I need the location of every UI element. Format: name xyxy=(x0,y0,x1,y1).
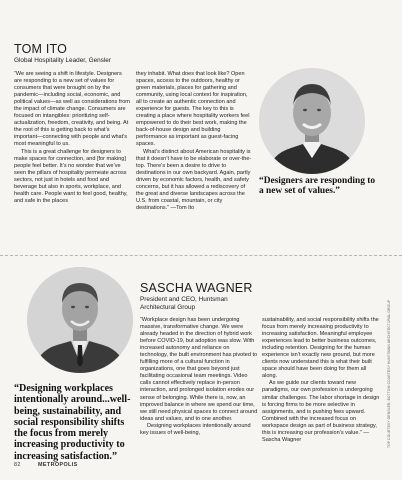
magazine-name: METROPOLIS xyxy=(38,462,78,468)
photo-credit: TOP COURTESY GENSLER; BOTTOM COURTESY HUNTSMAN ARCHITECTURAL GROUP xyxy=(387,299,391,448)
portrait-tom-ito-image xyxy=(259,68,365,174)
paragraph: “We are seeing a shift in lifestyle. Designers are responding to a new set of values for consumers that were brought on by the pandemic—including social, economic, and political values—as well as considerations from the impact of climate change. Consumers are focused on intangibles: prioritizing self-actualization, freedom, creativity, and being. At the root of this is getting back to what’s important—connecting with people and what’s most meaningful to us. xyxy=(14,71,130,148)
pull-quote-bottom: “Designing workplaces intentionally around...well-being, sustainability, and social responsibility shifts the focus from merely increasing productivity to increasing satisfaction.” xyxy=(14,383,131,462)
section-divider xyxy=(0,255,402,256)
profile-role-top: Global Hospitality Leader, Gensler xyxy=(14,57,111,64)
paragraph: Designing workplaces intentionally around key issues of well-being, xyxy=(140,422,251,436)
portrait-sascha-wagner-image xyxy=(27,267,133,373)
article-column-top-2 xyxy=(136,71,253,212)
pull-quote-top: “Designers are responding to a new set of values.” xyxy=(259,176,376,197)
article-column-top-1 xyxy=(14,71,131,205)
paragraph: As we guide our clients toward new paradigms, our own profession is undergoing similar challenges. The labor shortage in design is forcing firms to be more selective in assignments, and is pushing fees upward. Combined with the increased focus on workspace design as part of business strategy, this is increasing our profession’s value.” —Sascha Wagner xyxy=(262,380,380,443)
paragraph: sustainability, and social responsibility shifts the focus from merely increasing productivity to increasing satisfaction. Meaningful employee experiences lead to better business outcomes, including retention. Designing for the human experience isn’t exactly new ground, but more clients now understand this is what their built space should have been doing for them all along. xyxy=(262,317,379,380)
profile-role-bottom: President and CEO, Huntsman Architectural Group xyxy=(140,296,228,311)
paragraph: “Workplace design has been undergoing massive, transformative change. We were already headed in the direction of hybrid work before COVID-19, but adoption was slow. With increased autonomy and reliance on technology, the built environment has pivoted to fulfilling more of a cultural function in organizations, one that goes beyond just facilitating occasional team meetings. Video calls cannot effectively replace in-person interaction, and prolonged isolation erodes our sense of belonging. While there is, now, an improved balance in where we spend our time, we still need physical spaces to connect around ideas and values, and to one another. xyxy=(140,317,258,422)
article-column-bottom-2 xyxy=(262,317,380,444)
paragraph: they inhabit. What does that look like? Open spaces, access to the outdoors, healthy or green materials, places for gathering and community, using local context for inspiration, all to create an authentic connection and experience for guests. The key to this is creating a place where hospitality workers feel empowered to do their best work, making the back-of-house design and building performance as important as guest-facing spaces. xyxy=(136,71,250,148)
portrait-photo-tom-ito xyxy=(259,68,365,174)
profile-name-bottom: SASCHA WAGNER xyxy=(140,281,253,295)
paragraph: This is a great challenge for designers to make spaces for connection, and [for making] people feel better. It’s no wonder that we’ve seen the pillars of hospitality permeate across sectors, not just in hotels and food and beverage but also in sports, workplace, and health care. People want to feel good, healthy, and safe in the places xyxy=(14,148,128,204)
paragraph: What’s distinct about American hospitality is that it doesn’t have to be elaborate or over-the-top. There’s been a desire to drive to destinations in our own backyard. Again, partly driven by economic factors, health, and safety concerns, but it has allowed a rediscovery of the great and diverse landscapes across the U.S. from coastal, mountain, or city destinations.” —Tom Ito xyxy=(136,148,252,211)
profile-name-top: TOM ITO xyxy=(14,42,68,56)
page-number: 82 xyxy=(14,462,21,468)
portrait-photo-sascha-wagner xyxy=(27,267,133,373)
article-column-bottom-1 xyxy=(140,317,258,437)
